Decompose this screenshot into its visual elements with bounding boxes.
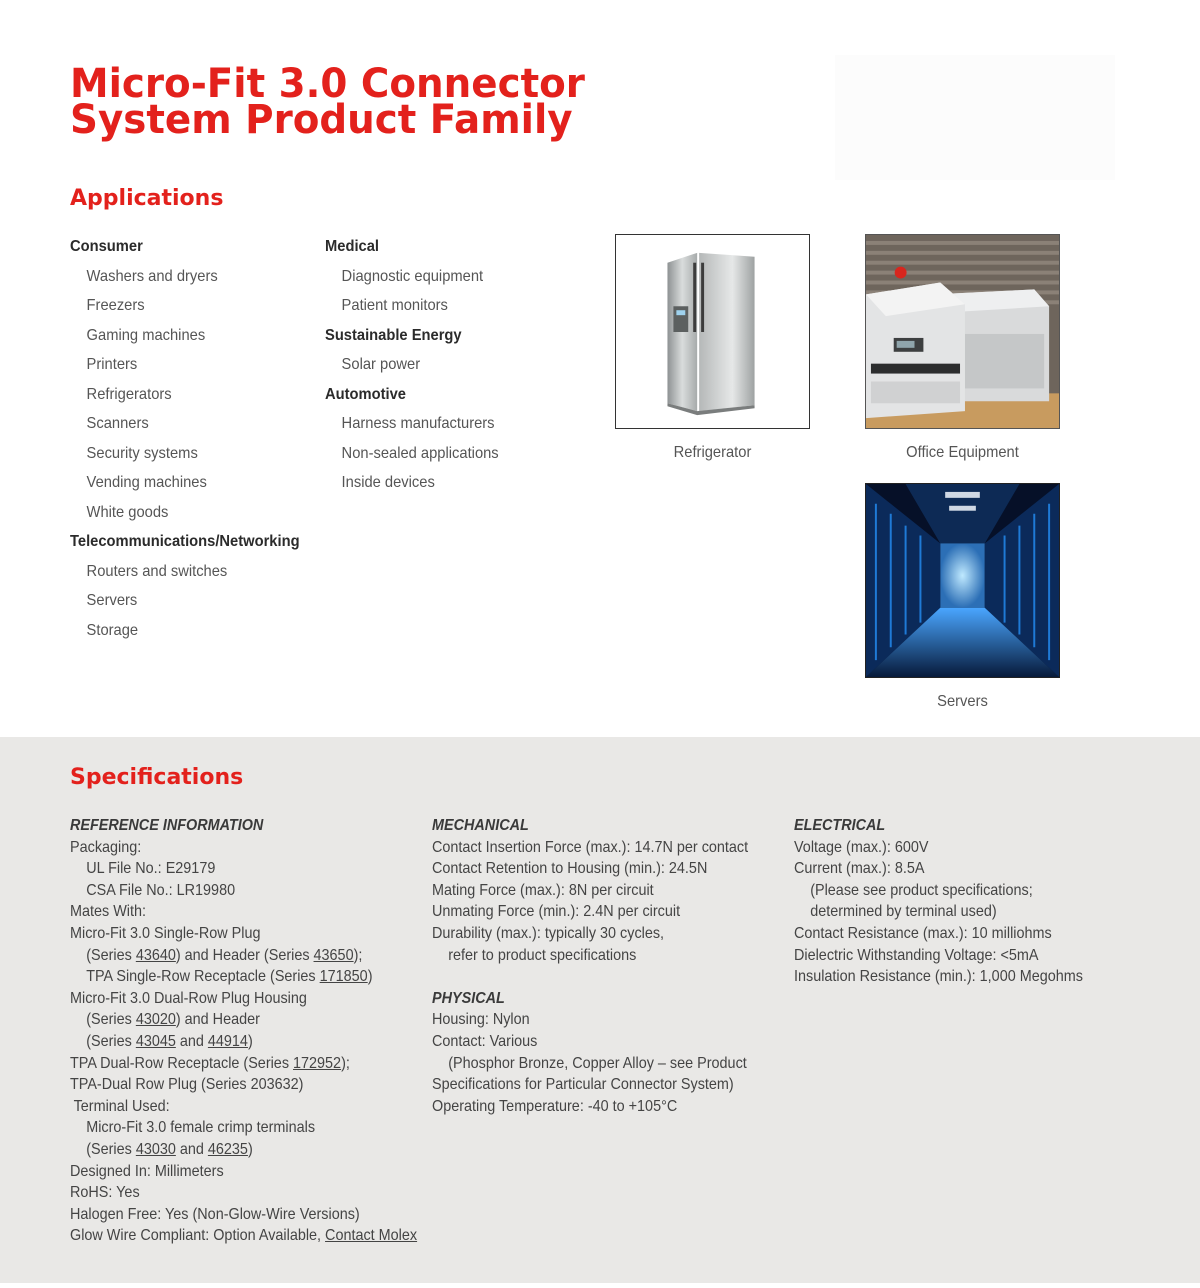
- spec-text: (Series: [86, 1011, 136, 1029]
- spec-text: Terminal Used:: [73, 1097, 170, 1115]
- series-link[interactable]: 43030: [135, 1140, 176, 1158]
- spec-text: Unmating Force (min.): 2.4N per circuit: [432, 903, 681, 921]
- spec-text: (Series: [86, 1032, 136, 1050]
- spec-text: Halogen Free: Yes (Non-Glow-Wire Versions): [70, 1205, 360, 1223]
- spec-line: [70, 1009, 417, 1031]
- spec-line: [70, 1074, 417, 1096]
- applications-heading: Applications: [70, 186, 224, 211]
- application-category: Consumer: [70, 238, 143, 255]
- page-title: [70, 61, 585, 143]
- title-line-1: Micro-Fit 3.0 Connector: [70, 61, 585, 107]
- spec-line: [70, 1117, 417, 1139]
- spec-text: TPA Dual-Row Receptacle (Series: [70, 1054, 294, 1072]
- specifications-electrical-column: [794, 815, 1115, 988]
- application-item: Washers and dryers: [86, 267, 218, 285]
- application-category: Telecommunications/Networking: [70, 533, 300, 550]
- spec-text: ): [367, 968, 373, 986]
- specifications-mechanical-physical-column: [432, 815, 783, 1117]
- applications-column-1: [70, 234, 320, 647]
- spec-line: [70, 966, 417, 988]
- specifications-heading: Specifications: [70, 765, 244, 790]
- spec-text: (Series: [86, 946, 136, 964]
- application-category: Sustainable Energy: [325, 326, 462, 344]
- spec-text: and: [175, 1140, 208, 1158]
- spec-line: [70, 1031, 417, 1053]
- application-item: Gaming machines: [86, 326, 206, 344]
- spec-text: ) and Header: [175, 1011, 260, 1029]
- spec-text: PHYSICAL: [432, 989, 505, 1007]
- spec-line: [70, 1225, 417, 1247]
- spec-line: [432, 837, 748, 859]
- application-item: Solar power: [341, 356, 421, 373]
- spec-text: Current (max.): 8.5A: [794, 860, 925, 878]
- spec-line: [70, 880, 417, 902]
- spec-text: REFERENCE INFORMATION: [70, 817, 264, 834]
- spec-text: MECHANICAL: [432, 817, 529, 834]
- spec-line: [432, 858, 748, 880]
- application-item: Printers: [86, 356, 138, 373]
- spec-text: ): [247, 1032, 253, 1050]
- spec-text: Insulation Resistance (min.): 1,000 Megohms: [794, 968, 1083, 986]
- spec-text: UL File No.: E29179: [86, 860, 216, 878]
- spec-line: [70, 837, 417, 859]
- application-item: Routers and switches: [86, 562, 228, 580]
- spec-spacer: [432, 966, 783, 988]
- spec-line: [70, 1053, 417, 1075]
- spec-line: [70, 1204, 417, 1226]
- spec-line: [70, 945, 417, 967]
- application-item: Patient monitors: [341, 297, 448, 314]
- spec-text: Mating Force (max.): 8N per circuit: [432, 881, 654, 899]
- spec-text: Dielectric Withstanding Voltage: <5mA: [794, 946, 1039, 964]
- servers-image: [865, 483, 1060, 678]
- spec-text: Designed In: Millimeters: [70, 1162, 224, 1180]
- series-link[interactable]: 172952: [293, 1054, 342, 1072]
- spec-line: [794, 966, 1083, 988]
- spec-line: [794, 923, 1083, 945]
- spec-line: [794, 858, 1083, 880]
- specifications-reference-column: [70, 815, 456, 1247]
- application-item: Vending machines: [86, 474, 207, 491]
- applications-column-2: [325, 234, 514, 500]
- spec-text: CSA File No.: LR19980: [86, 881, 236, 899]
- spec-line: [794, 901, 1083, 923]
- series-link[interactable]: 43640: [135, 946, 176, 964]
- spec-text: ): [247, 1140, 253, 1158]
- spec-text: Contact Retention to Housing (min.): 24.5N: [432, 860, 708, 878]
- spec-text: Voltage (max.): 600V: [794, 838, 929, 856]
- spec-line: [794, 945, 1083, 967]
- spec-group-heading: [794, 815, 1083, 837]
- application-category: Medical: [325, 238, 379, 255]
- spec-text: TPA-Dual Row Plug (Series 203632): [70, 1076, 304, 1094]
- application-item: Refrigerators: [86, 385, 172, 403]
- spec-line: [794, 837, 1083, 859]
- servers-caption: Servers: [937, 693, 988, 710]
- spec-text: (Please see product specifications;: [810, 881, 1033, 899]
- spec-line: [70, 1096, 417, 1118]
- spec-text: );: [353, 946, 363, 964]
- spec-text: Micro-Fit 3.0 female crimp terminals: [86, 1119, 316, 1137]
- spec-group-heading: [70, 815, 417, 837]
- spec-text: Contact Insertion Force (max.): 14.7N per contact: [432, 838, 749, 856]
- application-item: Harness manufacturers: [341, 415, 495, 432]
- spec-text: Glow Wire Compliant: Option Available,: [70, 1227, 326, 1245]
- spec-text: TPA Single-Row Receptacle (Series: [86, 968, 320, 986]
- application-item: Inside devices: [341, 474, 435, 491]
- spec-line: [432, 901, 748, 923]
- spec-text: );: [341, 1054, 350, 1072]
- spec-line: [794, 880, 1083, 902]
- spec-line: [70, 858, 417, 880]
- spec-text: RoHS: Yes: [70, 1184, 140, 1202]
- office-equipment-caption: Office Equipment: [906, 444, 1019, 461]
- spec-text: determined by terminal used): [810, 903, 997, 921]
- spec-line: [432, 923, 748, 945]
- refrigerator-image: [615, 234, 810, 429]
- spec-text: Specifications for Particular Connector System): [432, 1076, 734, 1094]
- series-link[interactable]: 46235: [207, 1140, 248, 1158]
- spec-line: [70, 988, 417, 1010]
- series-link[interactable]: 44914: [207, 1032, 248, 1050]
- spec-group-heading: [432, 815, 748, 837]
- series-link[interactable]: 43045: [135, 1032, 176, 1050]
- spec-text: Housing: Nylon: [432, 1011, 530, 1029]
- application-item: White goods: [86, 503, 169, 521]
- spec-group-heading: [432, 988, 748, 1010]
- application-category: Automotive: [325, 385, 406, 403]
- spec-text: Micro-Fit 3.0 Dual-Row Plug Housing: [70, 989, 307, 1007]
- series-link[interactable]: 43020: [135, 1011, 176, 1029]
- spec-text: and: [175, 1032, 208, 1050]
- series-link[interactable]: 171850: [319, 968, 368, 986]
- spec-text: (Phosphor Bronze, Copper Alloy – see Product: [448, 1054, 747, 1072]
- application-item: Scanners: [86, 415, 149, 432]
- spec-line: [70, 1161, 417, 1183]
- spec-text: ELECTRICAL: [794, 817, 886, 834]
- spec-text: Operating Temperature: -40 to +105°C: [432, 1097, 678, 1115]
- application-item: Security systems: [86, 444, 198, 462]
- spec-text: (Series: [86, 1140, 136, 1158]
- spec-text: Micro-Fit 3.0 Single-Row Plug: [70, 924, 261, 942]
- spec-line: [70, 901, 417, 923]
- application-item: Freezers: [86, 297, 145, 314]
- spec-line: [432, 1074, 748, 1096]
- spec-text: refer to product specifications: [448, 946, 637, 964]
- spec-text: ) and Header (Series: [175, 946, 314, 964]
- spec-text: Packaging:: [70, 838, 142, 856]
- series-link[interactable]: 43650: [313, 946, 354, 964]
- application-item: Storage: [86, 621, 139, 639]
- spec-text: Durability (max.): typically 30 cycles,: [432, 924, 665, 942]
- spec-line: [70, 1182, 417, 1204]
- spec-text: Contact Resistance (max.): 10 milliohms: [794, 924, 1052, 942]
- application-item: Diagnostic equipment: [341, 267, 484, 285]
- spec-line: [432, 1031, 748, 1053]
- title-line-2: System Product Family: [70, 97, 573, 143]
- spec-line: [70, 1139, 417, 1161]
- application-item: Non-sealed applications: [341, 444, 499, 462]
- spec-text: Mates With:: [70, 903, 147, 921]
- spec-line: [432, 1096, 748, 1118]
- spec-line: [432, 1009, 748, 1031]
- spec-line: [432, 1053, 748, 1075]
- application-item: Servers: [86, 592, 138, 609]
- spec-line: [432, 945, 748, 967]
- spec-line: [70, 923, 417, 945]
- refrigerator-caption: Refrigerator: [673, 444, 752, 461]
- logo-area: [835, 55, 1115, 180]
- spec-text: Contact: Various: [432, 1032, 538, 1050]
- office-equipment-image: [865, 234, 1060, 429]
- series-link[interactable]: Contact Molex: [325, 1227, 418, 1245]
- spec-line: [432, 880, 748, 902]
